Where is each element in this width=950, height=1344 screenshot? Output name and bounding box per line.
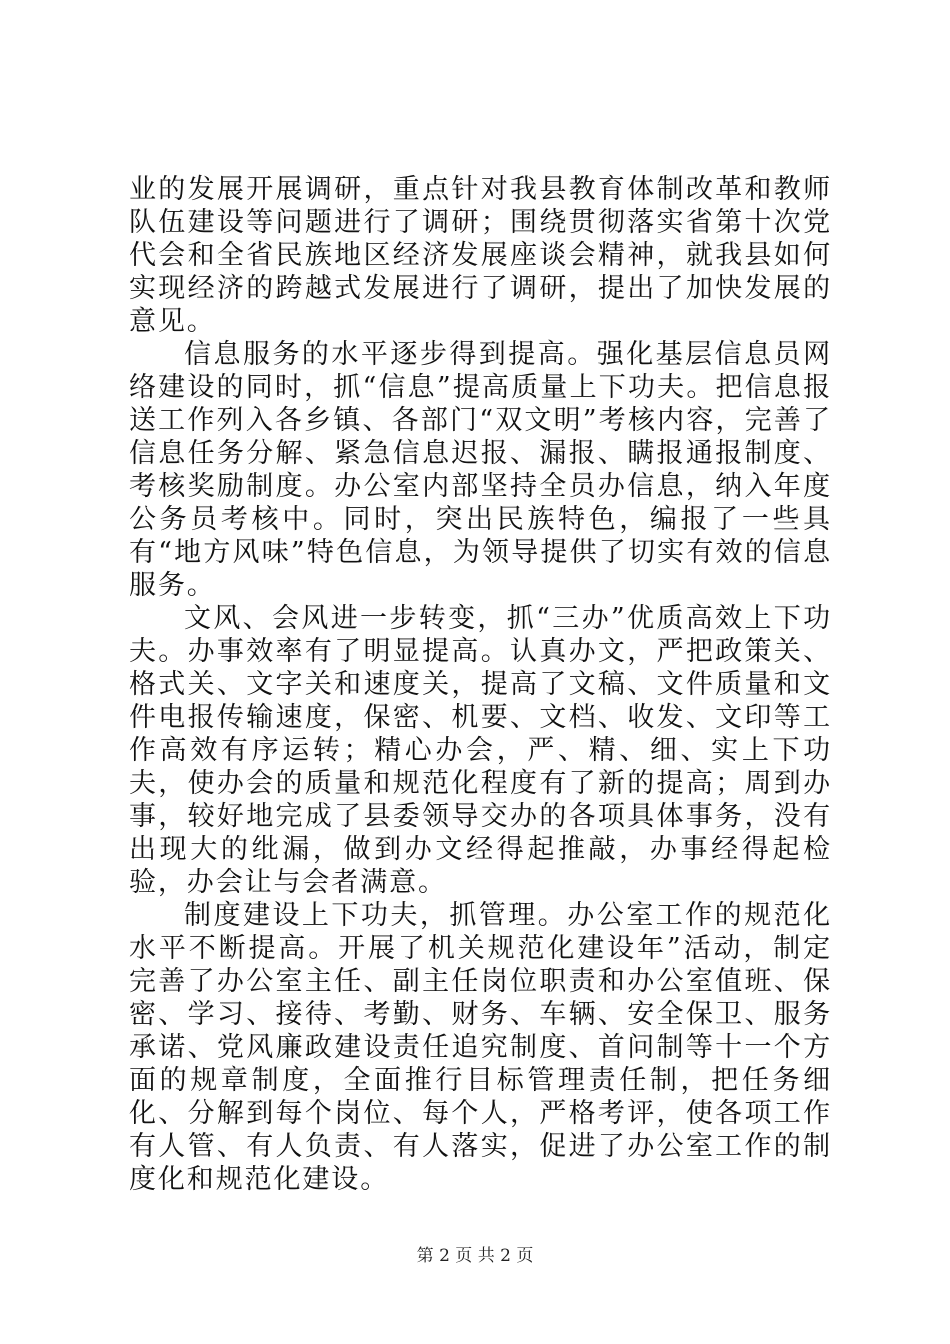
page-number-footer: 第 2 页 共 2 页 (416, 1246, 534, 1266)
paragraph-system-building: 制度建设上下功夫，抓管理。办公室工作的规范化水平不断提高。开展了机关规范化建设年”活动，制定完善了办公室主任、副主任岗位职责和办公室值班、保密、学习、接待、考勤、财务、车辆、安全保卫、服务承诺、党风廉政建设责任追究制度、首问制等十一个方面的规章制度，全面推行目标管理责任制，把任务细化、分解到每个岗位、每个人，严格考评，使各项工作有人管、有人负责、有人落实，促进了办公室工作的制度化和规范化建设。 (129, 900, 832, 1195)
paragraph-research: 业的发展开展调研，重点针对我县教育体制改革和教师队伍建设等问题进行了调研；围绕贯彻落实省第十次党代会和全省民族地区经济发展座谈会精神，就我县如何实现经济的跨越式发展进行了调研，提出了加快发展的意见。 (129, 174, 832, 337)
document-body (129, 173, 832, 1196)
paragraph-information-service: 信息服务的水平逐步得到提高。强化基层信息员网络建设的同时，抓“信息”提高质量上下功夫。把信息报送工作列入各乡镇、各部门“双文明”考核内容，完善了信息任务分解、紧急信息迟报、漏报、瞒报通报制度、考核奖励制度。办公室内部坚持全员办信息，纳入年度公务员考核中。同时，突出民族特色，编报了一些具有“地方风味”特色信息，为领导提供了切实有效的信息服务。 (129, 339, 832, 601)
paragraph-work-style: 文风、会风进一步转变，抓“三办”优质高效上下功夫。办事效率有了明显提高。认真办文，严把政策关、格式关、文字关和速度关，提高了文稿、文件质量和文件电报传输速度，保密、机要、文档、收发、文印等工作高效有序运转；精心办会，严、精、细、实上下功夫，使办会的质量和规范化程度有了新的提高；周到办事，较好地完成了县委领导交办的各项具体事务，没有出现大的纰漏，做到办文经得起推敲，办事经得起检验，办会让与会者满意。 (129, 603, 832, 898)
